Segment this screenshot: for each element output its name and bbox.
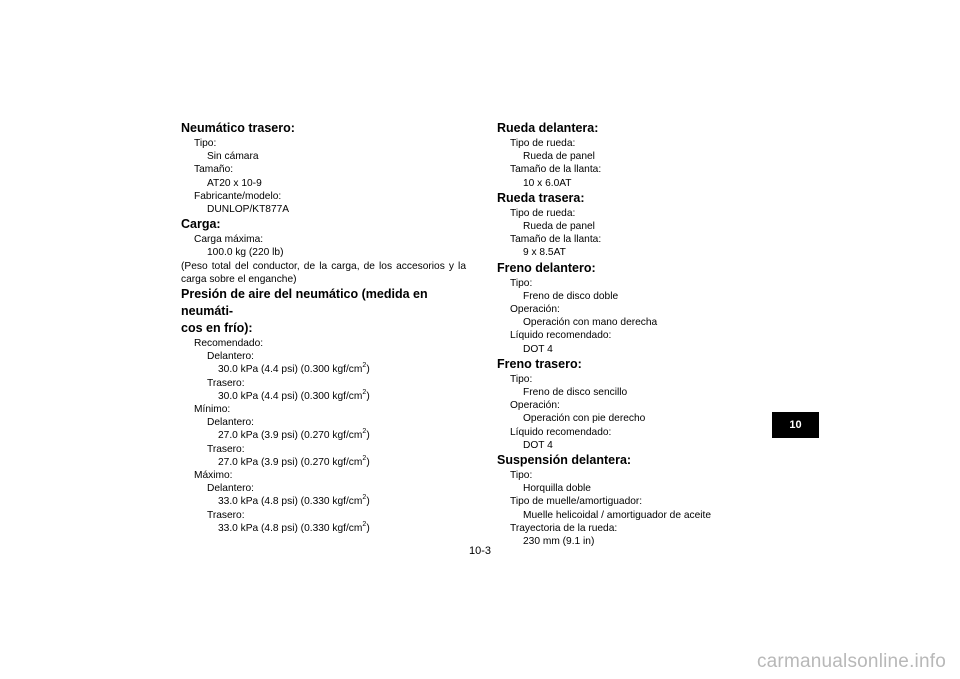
rear-wheel-type-value: Rueda de panel [523,221,595,233]
rear-brake-op-label: Operación: [510,400,560,412]
maximum-label: Máximo: [194,470,233,482]
recommended-front-value: 30.0 kPa (4.4 psi) (0.300 kgf/$cm^2$) [218,362,370,376]
front-brake-fluid-value: DOT 4 [523,343,553,355]
rear-brake-fluid-value: DOT 4 [523,439,553,451]
right-column [497,120,787,548]
rear-brake-type-value: Freno de disco sencillo [523,387,628,399]
rear-wheel-rim-label: Tamaño de la llanta: [510,234,602,246]
rear-tire-maker-label: Fabricante/modelo: [194,190,282,202]
rear-brake-fluid-label: Líquido recomendado: [510,426,612,438]
rear-wheel-heading: Rueda trasera: [497,190,585,205]
rear-wheel-type-label: Tipo de rueda: [510,207,576,219]
maximum-front-label: Delantero: [207,483,255,495]
load-heading: Carga: [181,217,221,232]
front-wheel-type-value: Rueda de panel [523,151,595,163]
load-max-value: 100.0 kg (220 lb) [207,247,284,259]
front-suspension-travel-label: Trayectoria de la rueda: [510,522,618,534]
front-suspension-type-value: Horquilla doble [523,483,591,495]
page-number: 10-3 [468,545,492,557]
front-brake-type-label: Tipo: [510,277,533,289]
front-brake-op-label: Operación: [510,304,560,316]
minimum-label: Mínimo: [194,404,231,416]
recommended-rear-label: Trasero: [207,377,245,389]
minimum-front-value: 27.0 kPa (3.9 psi) (0.270 kgf/$cm^2$) [218,428,370,442]
rear-tire-size-label: Tamaño: [194,164,234,176]
front-suspension-travel-value: 230 mm (9.1 in) [523,536,595,548]
pressure-heading-line2: cos en frío): [181,321,253,336]
left-column [181,120,466,535]
front-suspension-heading: Suspensión delantera: [497,453,632,468]
front-wheel-rim-value: 10 x 6.0AT [523,177,572,189]
pressure-heading-line1: Presión de aire del neumático (medida en neumáti- [181,287,428,319]
front-suspension-type-label: Tipo: [510,470,533,482]
recommended-label: Recomendado: [194,338,264,350]
front-brake-type-value: Freno de disco doble [523,290,619,302]
load-note: (Peso total del conductor, de la carga, de los accesorios y la carga sobre el enganche) [181,260,466,285]
recommended-front-label: Delantero: [207,351,255,363]
front-brake-heading: Freno delantero: [497,260,596,275]
load-max-label: Carga máxima: [194,234,264,246]
front-wheel-heading: Rueda delantera: [497,121,599,135]
front-suspension-spring-value: Muelle helicoidal / amortiguador de aceite [523,509,712,521]
rear-brake-op-value: Operación con pie derecho [523,413,646,425]
front-wheel-rim-label: Tamaño de la llanta: [510,164,602,176]
rear-tire-size-value: AT20 x 10-9 [207,177,262,189]
maximum-rear-value: 33.0 kPa (4.8 psi) (0.330 kgf/$cm^2$) [218,520,370,534]
rear-brake-heading: Freno trasero: [497,356,582,371]
minimum-front-label: Delantero: [207,417,255,429]
maximum-front-value: 33.0 kPa (4.8 psi) (0.330 kgf/$cm^2$) [218,494,370,508]
rear-tire-type-value: Sin cámara [207,151,259,163]
minimum-rear-value: 27.0 kPa (3.9 psi) (0.270 kgf/$cm^2$) [218,454,370,468]
front-wheel-type-label: Tipo de rueda: [510,138,576,149]
rear-tire-maker-value: DUNLOP/KT877A [207,204,290,216]
front-brake-op-value: Operación con mano derecha [523,317,658,329]
maximum-rear-label: Trasero: [207,509,245,521]
recommended-rear-value: 30.0 kPa (4.4 psi) (0.300 kgf/$cm^2$) [218,388,370,402]
front-brake-fluid-label: Líquido recomendado: [510,330,612,342]
watermark: carmanualsonline.info [756,651,946,672]
chapter-tab: 10 [772,412,819,438]
rear-tire-heading: Neumático trasero: [181,121,295,135]
front-suspension-spring-label: Tipo de muelle/amortiguador: [510,496,643,508]
rear-wheel-rim-value: 9 x 8.5AT [523,247,566,259]
rear-tire-type-label: Tipo: [194,138,217,149]
rear-brake-type-label: Tipo: [510,373,533,385]
minimum-rear-label: Trasero: [207,443,245,455]
